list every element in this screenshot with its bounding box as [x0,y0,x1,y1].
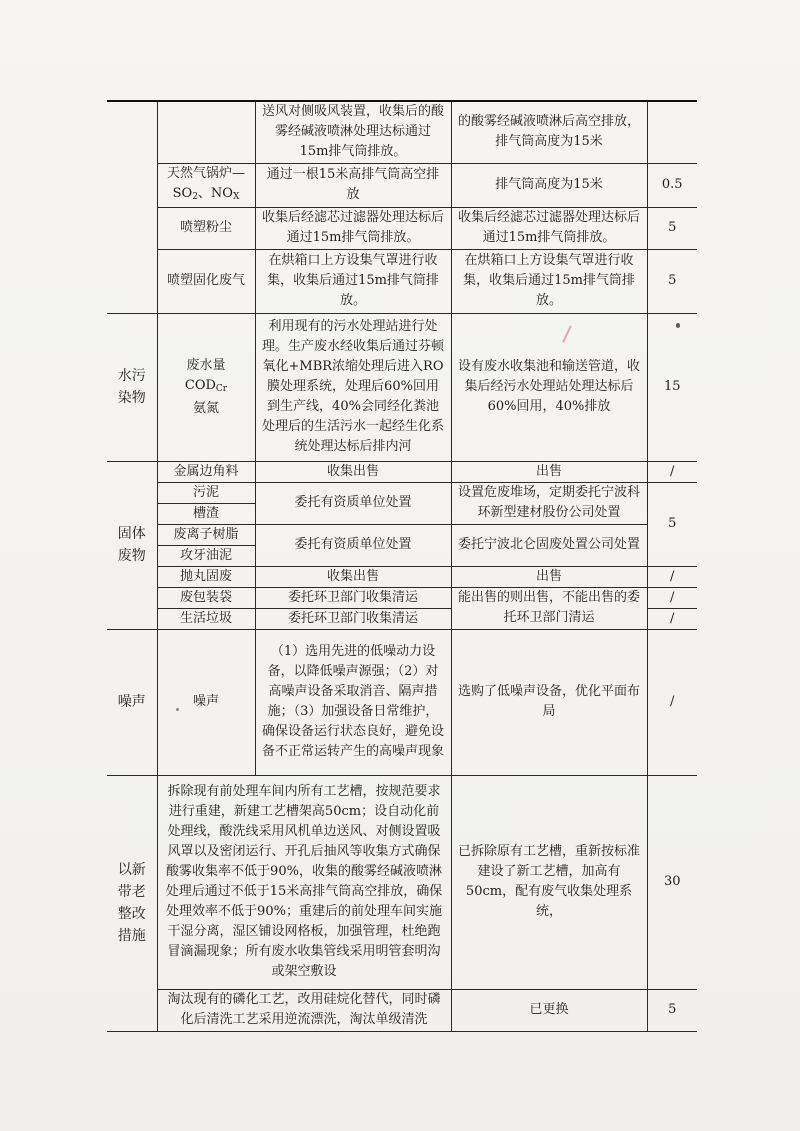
table-row [107,629,697,775]
measure-cell: 收集出售 [255,461,451,482]
investment-cell: 5 [647,249,697,313]
investment-cell: 5 [647,207,697,249]
pollutant-cell: 废包装袋 [157,587,255,608]
investment-cell: / [647,608,697,629]
table-row [107,482,697,503]
investment-cell: / [647,587,697,608]
category-cell-rectification: 以新带老整改措施 [107,775,157,1031]
environmental-measures-table [107,100,697,1032]
measure-cell: 拆除现有前处理车间内所有工艺槽，按规范要求进行重建，新建工艺槽架高50cm；设自动化前处理线，酸洗线采用风机单边送风、对侧设置吸风罩以及密闭运行、开孔后抽风等收集方式确保酸雾收集率不低于90%，收集的酸雾经碱液喷淋处理后通过不低于15米高排气筒高空排放，确保处理效率不低于90%；重建后的前处理车间实施干湿分离，湿区铺设网格板，加强管理，杜绝跑冒滴漏现象；所有废水收集管线采用明管套明沟或架空敷设 [157,775,451,989]
pollutant-cell: 废离子树脂 [157,524,255,545]
table-row [107,313,697,461]
measure-cell: 通过一根15米高排气筒高空排放 [255,163,451,207]
table-row [107,524,697,545]
category-cell-noise: 噪声 [107,629,157,775]
pollutant-cell: 生活垃圾 [157,608,255,629]
pollutant-cell: 金属边角料 [157,461,255,482]
category-cell-water: 水污染物 [107,313,157,461]
implementation-cell: 排气筒高度为15米 [451,163,647,207]
pollutant-cell: 噪声 [157,629,255,775]
table-row [107,249,697,313]
pollutant-cell: 喷塑粉尘 [157,207,255,249]
pollutant-cell [157,101,255,163]
measure-cell: 送风对侧吸风装置，收集后的酸雾经碱液喷淋处理达标通过15m排气筒排放。 [255,101,451,163]
investment-cell [647,101,697,163]
implementation-cell: 能出售的则出售，不能出售的委托环卫部门清运 [451,587,647,629]
investment-cell: 5 [647,989,697,1031]
pollutant-cell: 攻牙油泥 [157,545,255,566]
implementation-cell: 设置危废堆场，定期委托宁波科环新型建材股份公司处置 [451,482,647,524]
table-row [107,989,697,1031]
implementation-cell: 设有废水收集池和输送管道，收集后经污水处理站处理达标后60%回用，40%排放 [451,313,647,461]
table-row [107,775,697,989]
investment-cell: 0.5 [647,163,697,207]
table-row [107,461,697,482]
investment-cell: 15 [647,313,697,461]
investment-cell: / [647,629,697,775]
investment-cell: 5 [647,482,697,566]
measure-cell: 委托环卫部门收集清运 [255,608,451,629]
table-row [107,163,697,207]
measure-cell: 在烘箱口上方设集气罩进行收集，收集后通过15m排气筒排放。 [255,249,451,313]
investment-cell: / [647,461,697,482]
category-cell-solid-waste: 固体废物 [107,461,157,629]
measure-cell: 委托环卫部门收集清运 [255,587,451,608]
implementation-cell: 已拆除原有工艺槽，重新按标准建设了新工艺槽，加高有50cm，配有废气收集处理系统， [451,775,647,989]
measure-cell: 淘汰现有的磷化工艺，改用硅烷化替代，同时磷化后清洗工艺采用逆流漂洗，淘汰单级清洗 [157,989,451,1031]
implementation-cell: 出售 [451,461,647,482]
implementation-cell: 选购了低噪声设备，优化平面布局 [451,629,647,775]
scan-speck [676,323,680,328]
pollutant-cell: 喷塑固化废气 [157,249,255,313]
measure-cell: 收集出售 [255,566,451,587]
table-row [107,101,697,163]
pollutant-cell: 废水量 $COD_{Cr}$ 氨氮 [157,313,255,461]
investment-cell: 30 [647,775,697,989]
pollutant-cell: 槽渣 [157,503,255,524]
measure-cell: 收集后经滤芯过滤器处理达标后通过15m排气筒排放。 [255,207,451,249]
implementation-cell: 在烘箱口上方设集气罩进行收集，收集后通过15m排气筒排放。 [451,249,647,313]
pollutant-cell: 抛丸固废 [157,566,255,587]
measure-cell: 委托有资质单位处置 [255,482,451,524]
measure-cell: （1）选用先进的低噪动力设备，以降低噪声源强；（2）对高噪声设备采取消音、隔声措施；（3）加强设备日常维护，确保设备运行状态良好，避免设备不正常运转产生的高噪声现象 [255,629,451,775]
implementation-cell: 的酸雾经碱液喷淋后高空排放，排气筒高度为15米 [451,101,647,163]
measure-cell: 利用现有的污水处理站进行处理。生产废水经收集后通过芬顿氧化+MBR浓缩处理后进入RO膜处理系统，处理后60%回用到生产线，40%会同经化粪池处理后的生活污水一起经生化系统处理达标后排内河 [255,313,451,461]
table-row [107,587,697,608]
pollutant-cell: 污泥 [157,482,255,503]
scan-speck [176,708,179,711]
pollutant-cell: 天然气锅炉$—SO_2$、$NO_X$ [157,163,255,207]
implementation-cell: 委托宁波北仑固废处置公司处置 [451,524,647,566]
implementation-cell: 出售 [451,566,647,587]
measure-cell: 委托有资质单位处置 [255,524,451,566]
implementation-cell: 收集后经滤芯过滤器处理达标后通过15m排气筒排放。 [451,207,647,249]
table-row [107,207,697,249]
investment-cell: / [647,566,697,587]
implementation-cell: 已更换 [451,989,647,1031]
category-cell-air [107,101,157,313]
table-row [107,566,697,587]
